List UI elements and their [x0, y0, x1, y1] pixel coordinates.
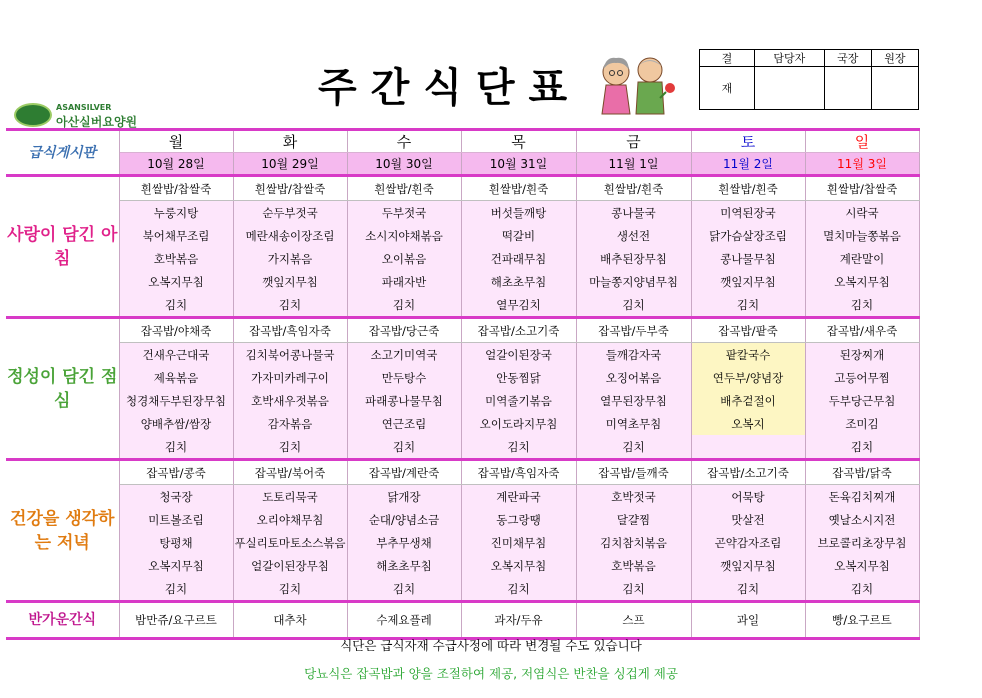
dinner-dish-mon: 청국장: [119, 485, 233, 509]
lunch-dish-wed: 파래콩나물무침: [347, 389, 461, 412]
lunch-dish-thu: 안동찜닭: [461, 366, 576, 389]
breakfast-dish-thu: 버섯들깨탕: [461, 201, 576, 225]
approval-col-head: 원장: [871, 50, 918, 67]
lunch-dish-sat: 배추겉절이: [691, 389, 805, 412]
lunch-dish-wed: 연근조림: [347, 412, 461, 435]
lunch-dish-sat: 오복지: [691, 412, 805, 435]
dinner-porridge-mon: 잡곡밥/콩죽: [119, 460, 233, 485]
logo-name: 아산실버요양원: [56, 115, 138, 129]
elderly-couple-icon: [594, 54, 680, 118]
lunch-dish-tue: 호박새우젓볶음: [233, 389, 347, 412]
dinner-dish-fri: 김치참치볶음: [576, 531, 691, 554]
dinner-dish-mon: 미트볼조림: [119, 508, 233, 531]
lunch-dish-sun: 두부당근무침: [805, 389, 919, 412]
lunch-dish-mon: 건새우근대국: [119, 343, 233, 367]
breakfast-porridge-sat: 흰쌀밥/흰죽: [691, 176, 805, 201]
lunch-dish-sat: 연두부/양념장: [691, 366, 805, 389]
dinner-dish-thu: 진미채무침: [461, 531, 576, 554]
lunch-dish-sun: 조미김: [805, 412, 919, 435]
approval-col-manager: 담당자: [755, 50, 825, 67]
date-thu: 10월 31일: [461, 153, 576, 176]
date-tue: 10월 29일: [233, 153, 347, 176]
date-sat: 11월 2일: [691, 153, 805, 176]
dinner-dish-wed: 해초초무침: [347, 554, 461, 577]
breakfast-porridge-mon: 흰쌀밥/찹쌀죽: [119, 176, 233, 201]
breakfast-dish-wed: 오이볶음: [347, 247, 461, 270]
day-fri: 금: [576, 130, 691, 153]
breakfast-dish-mon: 북어채무조림: [119, 224, 233, 247]
dinner-dish-sun: 오복지무침: [805, 554, 919, 577]
day-tue: 화: [233, 130, 347, 153]
lunch-dish-mon: 청경채두부된장무침: [119, 389, 233, 412]
lunch-dish-thu: 미역줄기볶음: [461, 389, 576, 412]
breakfast-dish-sun: 멸치마늘쫑볶음: [805, 224, 919, 247]
lunch-dish-tue: 가자미카레구이: [233, 366, 347, 389]
weekly-menu-table: [6, 128, 920, 640]
dinner-dish-sun: 김치: [805, 577, 919, 602]
dinner-dish-wed: 닭개장: [347, 485, 461, 509]
day-wed: 수: [347, 130, 461, 153]
lunch-dish-tue: 김치북어콩나물국: [233, 343, 347, 367]
dinner-dish-thu: 동그랑땡: [461, 508, 576, 531]
lunch-dish-fri: 열무된장무침: [576, 389, 691, 412]
dinner-dish-tue: 김치: [233, 577, 347, 602]
approval-label-1: 결: [700, 50, 755, 67]
breakfast-dish-tue: 순두부젓국: [233, 201, 347, 225]
dinner-dish-wed: 순대/양념소금: [347, 508, 461, 531]
breakfast-dish-tue: 김치: [233, 293, 347, 318]
breakfast-dish-tue: 메란새송이장조림: [233, 224, 347, 247]
breakfast-dish-fri: 배추된장무침: [576, 247, 691, 270]
logo: [14, 103, 164, 129]
logo-english: ASANSILVER: [56, 103, 112, 112]
date-mon: 10월 28일: [119, 153, 233, 176]
dinner-porridge-tue: 잡곡밥/북어죽: [233, 460, 347, 485]
dinner-dish-thu: 계란파국: [461, 485, 576, 509]
snack-sat: 과일: [691, 602, 805, 639]
dinner-dish-mon: 탕평채: [119, 531, 233, 554]
lunch-dish-mon: 양배추쌈/쌈장: [119, 412, 233, 435]
breakfast-dish-sat: 닭가슴살장조림: [691, 224, 805, 247]
lunch-dish-thu: 얼갈이된장국: [461, 343, 576, 367]
approval-col-director: 국장: [824, 50, 871, 67]
lunch-dish-wed: 소고기미역국: [347, 343, 461, 367]
dinner-dish-sun: 브로콜리초장무침: [805, 531, 919, 554]
lunch-dish-thu: 오이도라지무침: [461, 412, 576, 435]
dinner-label: 건강을 생각하는 저녁: [6, 460, 119, 602]
breakfast-dish-sat: 콩나물무침: [691, 247, 805, 270]
board-label: 급식게시판: [6, 130, 119, 176]
lunch-dish-fri: 오징어볶음: [576, 366, 691, 389]
date-fri: 11월 1일: [576, 153, 691, 176]
breakfast-dish-sun: 시락국: [805, 201, 919, 225]
breakfast-dish-sat: 깻잎지무침: [691, 270, 805, 293]
lunch-porridge-mon: 잡곡밥/야채죽: [119, 318, 233, 343]
breakfast-dish-thu: 건파래무침: [461, 247, 576, 270]
breakfast-dish-sat: 미역된장국: [691, 201, 805, 225]
page-title: 주간식단표: [318, 65, 582, 111]
dinner-porridge-fri: 잡곡밥/들깨죽: [576, 460, 691, 485]
lunch-dish-fri: 미역초무침: [576, 412, 691, 435]
breakfast-porridge-sun: 흰쌀밥/찹쌀죽: [805, 176, 919, 201]
lunch-dish-wed: 김치: [347, 435, 461, 460]
lunch-dish-sun: 된장찌개: [805, 343, 919, 367]
breakfast-dish-thu: 해초초무침: [461, 270, 576, 293]
dinner-dish-wed: 김치: [347, 577, 461, 602]
dinner-dish-thu: 김치: [461, 577, 576, 602]
breakfast-dish-fri: 콩나물국: [576, 201, 691, 225]
day-thu: 목: [461, 130, 576, 153]
breakfast-label: 사랑이 담긴 아침: [6, 176, 119, 318]
dinner-dish-wed: 부추무생채: [347, 531, 461, 554]
dinner-porridge-sun: 잡곡밥/닭죽: [805, 460, 919, 485]
lunch-porridge-sun: 잡곡밥/새우죽: [805, 318, 919, 343]
dinner-dish-sat: 어묵탕: [691, 485, 805, 509]
dinner-dish-sun: 돈육김치찌개: [805, 485, 919, 509]
breakfast-dish-wed: 파래자반: [347, 270, 461, 293]
diet-notice: 당뇨식은 잡곡밥과 양을 조절하여 제공, 저염식은 반찬을 싱겁게 제공: [304, 666, 678, 681]
lunch-porridge-fri: 잡곡밥/두부죽: [576, 318, 691, 343]
snack-fri: 스프: [576, 602, 691, 639]
breakfast-dish-mon: 오복지무침: [119, 270, 233, 293]
snack-thu: 과자/두유: [461, 602, 576, 639]
lunch-dish-sun: 김치: [805, 435, 919, 460]
breakfast-dish-mon: 호박볶음: [119, 247, 233, 270]
snack-sun: 빵/요구르트: [805, 602, 919, 639]
approval-box: [699, 49, 919, 110]
date-sun: 11월 3일: [805, 153, 919, 176]
dinner-dish-tue: 오리야채무침: [233, 508, 347, 531]
breakfast-dish-wed: 김치: [347, 293, 461, 318]
lunch-dish-tue: 감자볶음: [233, 412, 347, 435]
dinner-dish-mon: 김치: [119, 577, 233, 602]
logo-emblem: [14, 103, 52, 127]
breakfast-dish-sun: 오복지무침: [805, 270, 919, 293]
lunch-porridge-tue: 잡곡밥/흑임자죽: [233, 318, 347, 343]
snack-label: 반가운간식: [6, 602, 119, 639]
approval-sign-manager: [755, 67, 825, 110]
dinner-dish-mon: 오복지무침: [119, 554, 233, 577]
breakfast-dish-thu: 열무김치: [461, 293, 576, 318]
breakfast-dish-wed: 두부젓국: [347, 201, 461, 225]
dinner-dish-fri: 김치: [576, 577, 691, 602]
dinner-dish-sat: 곤약감자조림: [691, 531, 805, 554]
breakfast-dish-wed: 소시지야채볶음: [347, 224, 461, 247]
lunch-dish-sat: 팥칼국수: [691, 343, 805, 367]
dinner-porridge-sat: 잡곡밥/소고기죽: [691, 460, 805, 485]
lunch-dish-thu: 김치: [461, 435, 576, 460]
breakfast-dish-tue: 가지볶음: [233, 247, 347, 270]
dinner-dish-tue: 얼갈이된장무침: [233, 554, 347, 577]
lunch-porridge-thu: 잡곡밥/소고기죽: [461, 318, 576, 343]
breakfast-porridge-thu: 흰쌀밥/흰죽: [461, 176, 576, 201]
lunch-dish-mon: 제육볶음: [119, 366, 233, 389]
breakfast-dish-fri: 마늘쫑지양념무침: [576, 270, 691, 293]
approval-label-2: 재: [700, 67, 755, 110]
lunch-dish-fri: 들깨감자국: [576, 343, 691, 367]
day-sun: 일: [805, 130, 919, 153]
breakfast-dish-sun: 김치: [805, 293, 919, 318]
snack-mon: 밤만쥬/요구르트: [119, 602, 233, 639]
dinner-dish-sun: 옛날소시지전: [805, 508, 919, 531]
lunch-label: 정성이 담긴 점심: [6, 318, 119, 460]
lunch-dish-sun: 고등어무찜: [805, 366, 919, 389]
menu-change-notice: 식단은 급식자재 수급사정에 따라 변경될 수도 있습니다: [340, 638, 642, 653]
dinner-porridge-wed: 잡곡밥/계란죽: [347, 460, 461, 485]
breakfast-dish-sun: 계란말이: [805, 247, 919, 270]
breakfast-dish-fri: 김치: [576, 293, 691, 318]
dinner-dish-fri: 호박젓국: [576, 485, 691, 509]
dinner-dish-sat: 김치: [691, 577, 805, 602]
dinner-dish-sat: 맛살전: [691, 508, 805, 531]
breakfast-porridge-tue: 흰쌀밥/찹쌀죽: [233, 176, 347, 201]
dinner-dish-fri: 달걀찜: [576, 508, 691, 531]
snack-tue: 대추차: [233, 602, 347, 639]
breakfast-dish-mon: 김치: [119, 293, 233, 318]
breakfast-porridge-wed: 흰쌀밥/흰죽: [347, 176, 461, 201]
day-sat: 토: [691, 130, 805, 153]
dinner-dish-fri: 호박볶음: [576, 554, 691, 577]
approval-sign-director: [824, 67, 871, 110]
approval-sign-head: [871, 67, 918, 110]
lunch-dish-mon: 김치: [119, 435, 233, 460]
breakfast-porridge-fri: 흰쌀밥/흰죽: [576, 176, 691, 201]
dinner-porridge-thu: 잡곡밥/흑임자죽: [461, 460, 576, 485]
dinner-dish-sat: 깻잎지무침: [691, 554, 805, 577]
lunch-porridge-wed: 잡곡밥/당근죽: [347, 318, 461, 343]
lunch-porridge-sat: 잡곡밥/팥죽: [691, 318, 805, 343]
lunch-dish-sat: [691, 435, 805, 460]
snack-wed: 수제요플레: [347, 602, 461, 639]
breakfast-dish-mon: 누룽지탕: [119, 201, 233, 225]
lunch-dish-tue: 김치: [233, 435, 347, 460]
lunch-dish-fri: 김치: [576, 435, 691, 460]
breakfast-dish-tue: 깻잎지무침: [233, 270, 347, 293]
breakfast-dish-fri: 생선전: [576, 224, 691, 247]
breakfast-dish-thu: 떡갈비: [461, 224, 576, 247]
dinner-dish-tue: 푸실리토마토소스볶음: [233, 531, 347, 554]
dinner-dish-tue: 도토리묵국: [233, 485, 347, 509]
date-wed: 10월 30일: [347, 153, 461, 176]
day-mon: 월: [119, 130, 233, 153]
lunch-dish-wed: 만두탕수: [347, 366, 461, 389]
dinner-dish-thu: 오복지무침: [461, 554, 576, 577]
breakfast-dish-sat: 김치: [691, 293, 805, 318]
